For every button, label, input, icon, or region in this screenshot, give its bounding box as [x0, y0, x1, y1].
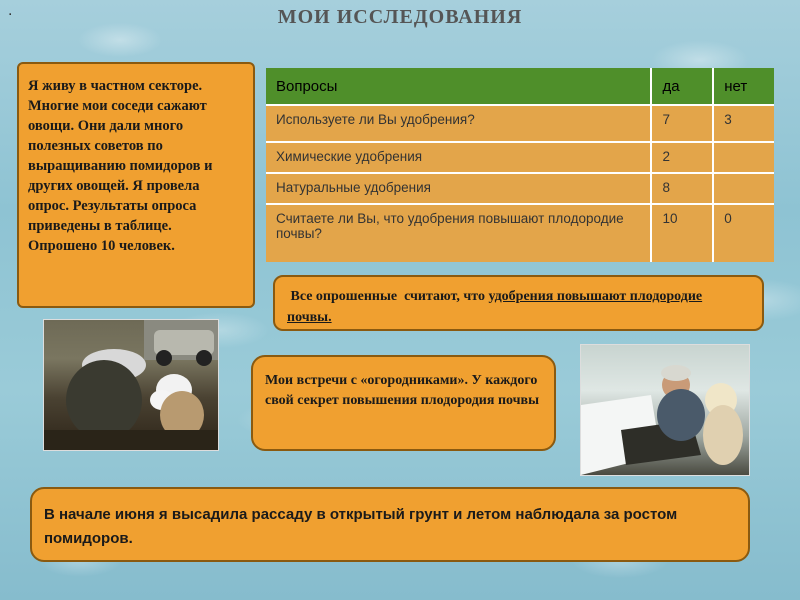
- meetings-text: Мои встречи с «огородниками». У каждого свой секрет повышения плодородия почвы: [265, 373, 540, 408]
- yes-cell: 8: [651, 173, 713, 204]
- no-cell: 0: [713, 204, 774, 262]
- question-cell: Натуральные удобрения: [266, 173, 651, 204]
- conclusion-underlined: удобрения повышают плодородие почвы.: [287, 289, 703, 325]
- intro-box: [17, 62, 255, 308]
- conclusion-prefix: Все опрошенные считают, что: [287, 289, 489, 304]
- no-cell: [713, 173, 774, 204]
- table-row: [266, 204, 774, 262]
- slide-title: МОИ ИССЛЕДОВАНИЯ: [277, 6, 523, 28]
- gardeners-photo: [43, 319, 219, 451]
- greenhouse-photo-drawing: [581, 345, 749, 475]
- table-row: [266, 173, 774, 204]
- yes-cell: 2: [651, 142, 713, 173]
- yes-cell: 7: [651, 105, 713, 142]
- greenhouse-photo: [580, 344, 750, 476]
- yes-cell: 10: [651, 204, 713, 262]
- conclusion-box: [273, 275, 764, 331]
- planting-text: В начале июня я высадила рассаду в открытый грунт и летом наблюдала за ростом помидоров.: [44, 506, 678, 547]
- no-cell: 3: [713, 105, 774, 142]
- no-cell: [713, 142, 774, 173]
- slide-dot: .: [8, 2, 13, 19]
- table-row: [266, 105, 774, 142]
- question-cell: Считаете ли Вы, что удобрения повышают плодородие почвы?: [266, 204, 651, 262]
- header-no: нет: [713, 68, 774, 105]
- meetings-box: [251, 355, 556, 451]
- table-row: [266, 142, 774, 173]
- question-cell: Химические удобрения: [266, 142, 651, 173]
- intro-text: Я живу в частном секторе. Многие мои соседи сажают овощи. Они дали много полезных советов по выращиванию помидоров и других овощей. Я провела опрос. Результаты опроса приведены в таблице. Опрошено 10 человек.: [28, 78, 213, 254]
- survey-table: [266, 68, 774, 262]
- header-yes: да: [651, 68, 713, 105]
- table-header-row: [266, 68, 774, 105]
- gardeners-photo-drawing: [44, 320, 218, 450]
- planting-box: [30, 487, 750, 562]
- header-questions: Вопросы: [266, 68, 651, 105]
- question-cell: Используете ли Вы удобрения?: [266, 105, 651, 142]
